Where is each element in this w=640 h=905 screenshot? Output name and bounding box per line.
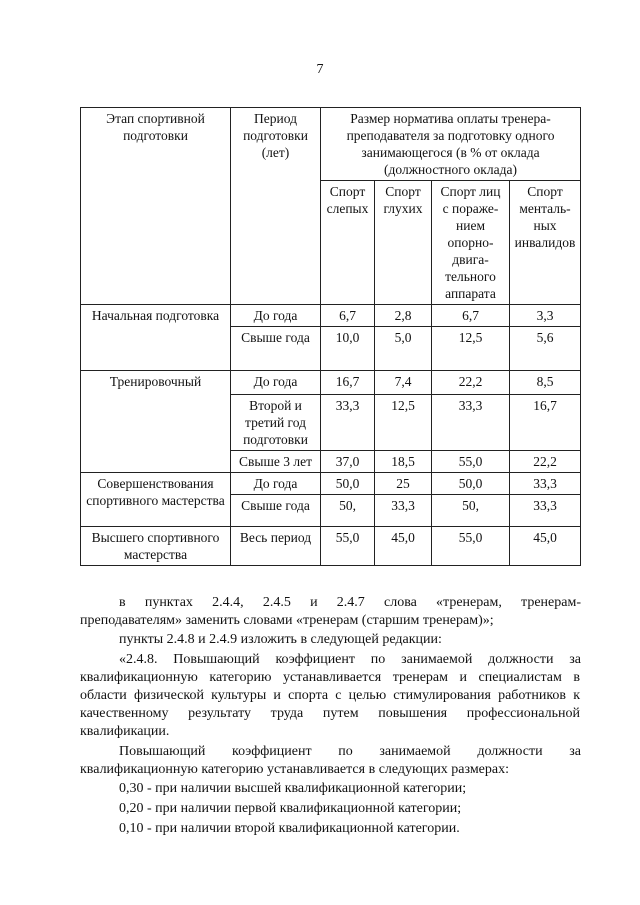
header-sport-mental: Спорт менталь-ных инвалидов	[510, 181, 581, 305]
period-cell: До года	[231, 305, 321, 327]
paragraph-2: пункты 2.4.8 и 2.4.9 изложить в следующей редакции:	[119, 632, 442, 647]
value-cell: 33,3	[375, 495, 432, 527]
table-row	[81, 527, 581, 566]
value-cell: 25	[375, 473, 432, 495]
value-cell: 50,	[432, 495, 510, 527]
value-cell: 50,0	[321, 473, 375, 495]
value-cell: 55,0	[432, 527, 510, 566]
value-cell: 33,3	[510, 473, 581, 495]
header-stage: Этап спортивной подготовки	[81, 108, 231, 305]
header-sport-blind: Спорт слепых	[321, 181, 375, 305]
list-item-1: 0,30 - при наличии высшей квалификационной категории;	[119, 781, 467, 796]
period-cell: Весь период	[231, 527, 321, 566]
period-cell: До года	[231, 473, 321, 495]
table-header-row	[81, 108, 581, 181]
stage-cell: Совершенствования спортивного мастерства	[81, 473, 231, 527]
value-cell: 8,5	[510, 371, 581, 395]
period-cell: Свыше года	[231, 327, 321, 371]
page-number: 7	[316, 62, 324, 77]
value-cell: 6,7	[432, 305, 510, 327]
list-item-3: 0,10 - при наличии второй квалификационной категории.	[119, 821, 460, 836]
value-cell: 7,4	[375, 371, 432, 395]
value-cell: 33,3	[321, 395, 375, 451]
paragraph-3-line-1: «2.4.8. Повышающий коэффициент по занимаемой должности за	[119, 652, 581, 667]
table-row	[81, 473, 581, 495]
value-cell: 45,0	[375, 527, 432, 566]
period-cell: Свыше 3 лет	[231, 451, 321, 473]
paragraph-4-line-2: квалификационную категорию устанавливается в следующих размерах:	[80, 762, 509, 777]
value-cell: 50,	[321, 495, 375, 527]
value-cell: 5,0	[375, 327, 432, 371]
period-cell: Свыше года	[231, 495, 321, 527]
value-cell: 12,5	[432, 327, 510, 371]
header-period: Период подготовки (лет)	[231, 108, 321, 305]
value-cell: 18,5	[375, 451, 432, 473]
value-cell: 16,7	[321, 371, 375, 395]
paragraph-3-body: квалификационную категорию устанавливается тренерам и специалистам в области физической культуры и спорта с целью стимулирования работников к качественному результату труда путем повышения профессиональной квалификации.	[80, 670, 580, 739]
period-cell: До года	[231, 371, 321, 395]
paragraph-1-line-2: преподавателям» заменить словами «тренерам (старшим тренерам)»;	[80, 613, 494, 628]
stage-cell: Высшего спортивного мастерства	[81, 527, 231, 566]
value-cell: 2,8	[375, 305, 432, 327]
value-cell: 55,0	[432, 451, 510, 473]
header-sport-musculoskeletal: Спорт лиц с пораже-нием опорно-двига-тельного аппарата	[432, 181, 510, 305]
table-row	[81, 371, 581, 395]
header-sport-deaf: Спорт глухих	[375, 181, 432, 305]
value-cell: 6,7	[321, 305, 375, 327]
value-cell: 22,2	[510, 451, 581, 473]
header-rate: Размер норматива оплаты тренера-преподавателя за подготовку одного занимающегося (в % от оклада (должностного оклада)	[321, 108, 581, 181]
paragraph-4-line-1: Повышающий коэффициент по занимаемой должности за	[119, 744, 581, 759]
stage-cell: Начальная подготовка	[81, 305, 231, 371]
value-cell: 16,7	[510, 395, 581, 451]
value-cell: 50,0	[432, 473, 510, 495]
norms-table	[80, 107, 581, 566]
value-cell: 33,3	[432, 395, 510, 451]
value-cell: 3,3	[510, 305, 581, 327]
list-item-2: 0,20 - при наличии первой квалификационной категории;	[119, 801, 462, 816]
value-cell: 37,0	[321, 451, 375, 473]
value-cell: 10,0	[321, 327, 375, 371]
stage-cell: Тренировочный	[81, 371, 231, 473]
value-cell: 55,0	[321, 527, 375, 566]
value-cell: 22,2	[432, 371, 510, 395]
value-cell: 12,5	[375, 395, 432, 451]
paragraph-1-line-1: в пунктах 2.4.4, 2.4.5 и 2.4.7 слова «тренерам, тренерам-	[119, 595, 581, 610]
value-cell: 45,0	[510, 527, 581, 566]
table-row	[81, 305, 581, 327]
period-cell: Второй и третий год подготовки	[231, 395, 321, 451]
value-cell: 33,3	[510, 495, 581, 527]
value-cell: 5,6	[510, 327, 581, 371]
